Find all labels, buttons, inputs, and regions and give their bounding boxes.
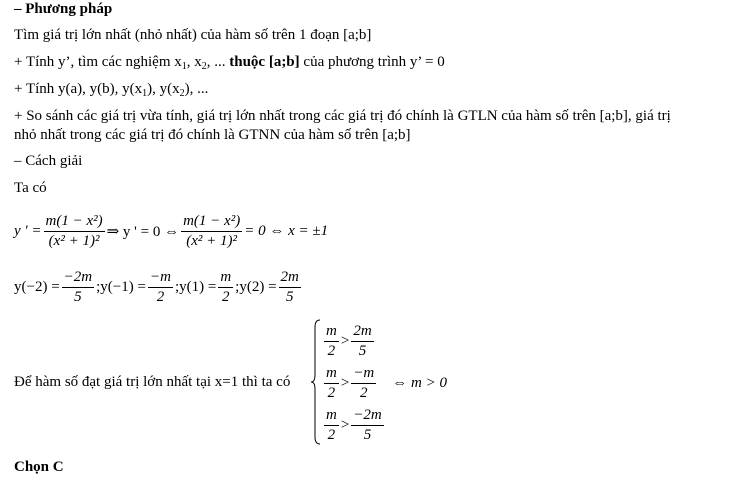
- method-heading: – Phương pháp: [14, 1, 113, 17]
- method-line-4: + So sánh các giá trị vừa tính, giá trị lớn nhất trong các giá trị đó chính là GTLN của hàm số trên [a;b], giá trị: [14, 108, 671, 124]
- sys-right-1: $\frac{2m}{5}$: [353, 322, 372, 359]
- value-fraction-c: $\frac{m}{2}$: [220, 268, 232, 305]
- system-brace: [311, 319, 321, 445]
- derivative-fraction: $\frac{\text{m(1 − x²)}}{\text{(x² + 1)²}}$: [45, 212, 103, 249]
- value-fraction-d: $\frac{2m}{5}$: [280, 268, 299, 305]
- sys-left-2: $\frac{m}{2}$: [326, 364, 337, 401]
- method-line-1: Tìm giá trị lớn nhất (nhỏ nhất) của hàm số trên 1 đoạn [a;b]: [14, 27, 372, 43]
- value-fraction-b: $\frac{-m}{2}$: [149, 268, 171, 305]
- method-line-5: nhỏ nhất trong các giá trị đó chính là GTNN của hàm số trên [a;b]: [14, 127, 411, 143]
- solution-heading: – Cách giải: [14, 153, 83, 169]
- sys-left-3: $\frac{m}{2}$: [326, 406, 337, 443]
- sys-right-3: $\frac{-2m}{5}$: [353, 406, 382, 443]
- derivative-fraction-2: $\frac{\text{m(1 − x²)}}{\text{(x² + 1)²}}$: [183, 212, 241, 249]
- method-line-3: + Tính y(a), y(b), $y(x_1)$, $y(x_2)$, ...: [14, 81, 209, 99]
- system-result: ⇔ m > 0: [392, 374, 447, 391]
- system-row-2: $\frac{m}{2}$ > $\frac{-m}{2}$ ⇔ m > 0: [326, 364, 447, 401]
- sys-right-2: $\frac{-m}{2}$: [353, 364, 375, 401]
- system-row-1: $\frac{m}{2}$ > $\frac{2m}{5}$: [326, 322, 372, 359]
- condition-text: Để hàm số đạt giá trị lớn nhất tại x=1 thì ta có: [14, 374, 291, 390]
- solution-taco: Ta có: [14, 180, 47, 196]
- value-fraction-a: $\frac{-2m}{5}$: [63, 268, 93, 305]
- derivative-equation: y ' = $\frac{\text{m(1 − x²)}}{\text{(x² + 1)²}}$ ⇒ y ' = 0 ⇔ $\frac{\text{m(1 − x²)}}{\text{(x² + 1)²}}$ = 0 ⇔ x = ±1: [14, 212, 329, 249]
- inequality-system: [322, 320, 447, 446]
- system-row-3: $\frac{m}{2}$ > $\frac{-2m}{5}$: [326, 406, 382, 443]
- method-line-2: + Tính y’, tìm các nghiệm $x_1$, $x_2$, ... thuộc [a;b] của phương trình y’ = 0: [14, 54, 445, 72]
- sys-left-1: $\frac{m}{2}$: [326, 322, 337, 359]
- answer: Chọn C: [14, 459, 64, 475]
- function-values: y(−2) = $\frac{-2m}{5}$ ;y(−1) = $\frac{-m}{2}$ ;y(1) = $\frac{m}{2}$ ;y(2) = $\frac{2m}{5}$: [14, 268, 299, 305]
